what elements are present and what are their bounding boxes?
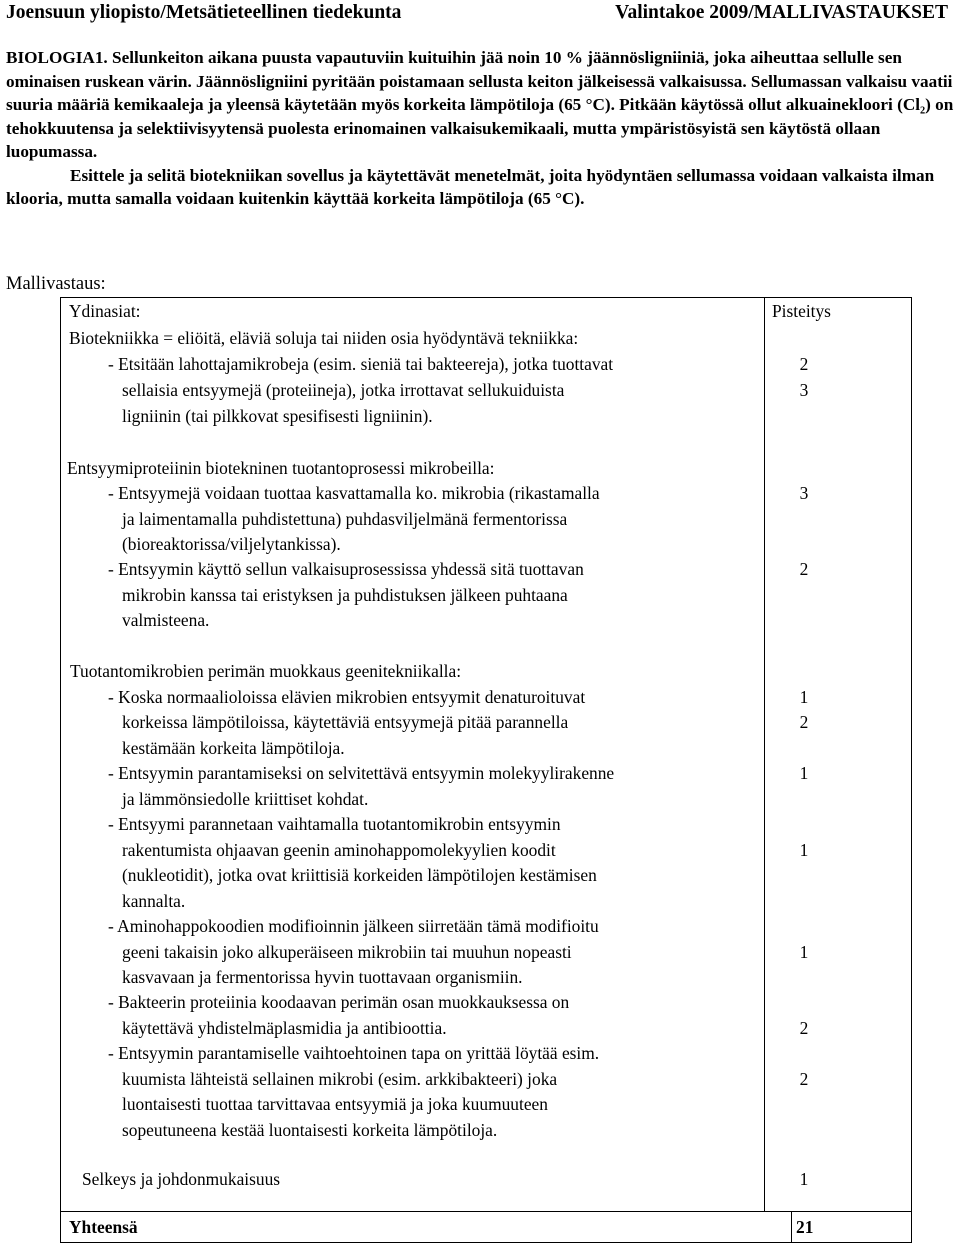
answer-line: kasvavaan ja fermentorissa hyvin tuottavaan organismiin. <box>122 967 523 987</box>
answer-line: ja laimentamalla puhdistettuna) puhdasviljelmänä fermentorissa <box>122 509 568 529</box>
answer-line: - Entsyymi parannetaan vaihtamalla tuotantomikrobin entsyymin <box>108 814 561 834</box>
answer-line: geeni takaisin joko alkuperäiseen mikrobiin tai muuhun nopeasti <box>122 942 572 962</box>
header-exam-title: Valintakoe 2009/MALLIVASTAUKSET <box>615 2 948 23</box>
question-intro: BIOLOGIA1. Sellunkeiton aikana puusta vapautuviin kuituihin jää noin 10 % jäännösligniiniä, joka aiheuttaa sellulle sen ominaisen ruskean värin. Jäännösligniini pyritään poistamaan sellusta keiton jälkeisessä valkaisussa. Sellumassan valkaisu vaatii suuria määriä kemikaaleja ja yleensä käytetään myös korkeita lämpötiloja (65 °C). Pitkään käytössä ollut alkuainekloori (Cl₂) on tehokkuutensa ja selektiivisyytensä puolesta erinomainen valkaisukemikaali, mutta ympäristösyistä sen käytöstä ollaan luopumassa. <box>6 48 954 161</box>
answer-line: kestämään korkeita lämpötiloja. <box>122 738 345 758</box>
points-value: 2 <box>799 1018 809 1038</box>
answer-line: valmisteena. <box>122 610 210 630</box>
column-header-points: Pisteitys <box>772 301 831 321</box>
points-value: 2 <box>799 354 809 374</box>
points-value: 1 <box>799 840 809 860</box>
header-institution: Joensuun yliopisto/Metsätieteellinen tiedekunta <box>6 2 402 23</box>
answer-line: Selkeys ja johdonmukaisuus <box>82 1169 281 1189</box>
answer-line: (nukleotidit), jotka ovat kriittisiä korkeiden lämpötilojen kestämisen <box>122 865 597 885</box>
points-value: 2 <box>799 559 809 579</box>
points-value: 1 <box>799 1169 809 1189</box>
answer-line: korkeissa lämpötiloissa, käytettäviä entsyymejä pitää parannella <box>122 712 569 732</box>
total-value: 21 <box>796 1217 814 1237</box>
answer-line: Biotekniikka = eliöitä, eläviä soluja tai niiden osia hyödyntävä tekniikka: <box>69 328 579 348</box>
answer-line: - Entsyymin parantamiseksi on selvitettävä entsyymin molekyylirakenne <box>108 763 615 783</box>
answer-table <box>60 297 912 1243</box>
answer-line: ja lämmönsiedolle kriittiset kohdat. <box>122 789 369 809</box>
answer-line: - Entsyymejä voidaan tuottaa kasvattamalla ko. mikrobia (rikastamalla <box>108 483 600 503</box>
points-value: 2 <box>799 712 809 732</box>
column-header-key-points: Ydinasiat: <box>69 301 141 321</box>
points-value: 3 <box>799 483 809 503</box>
answer-line: - Aminohappokoodien modifioinnin jälkeen siirretään tämä modifioitu <box>108 916 599 936</box>
answer-line: - Koska normaalioloissa elävien mikrobien entsyymit denaturoituvat <box>108 687 586 707</box>
points-value: 1 <box>799 687 809 707</box>
answer-line: luontaisesti tuottaa tarvittavaa entsyymiä ja joka kuumuuteen <box>122 1094 548 1114</box>
answer-line: käytettävä yhdistelmäplasmidia ja antibioottia. <box>122 1018 447 1038</box>
answer-line: kannalta. <box>122 891 186 911</box>
answer-line: rakentumista ohjaavan geenin aminohappomolekyylien koodit <box>122 840 556 860</box>
total-label: Yhteensä <box>69 1217 138 1237</box>
answer-line: - Bakteerin proteiinia koodaavan perimän osan muokkauksessa on <box>108 992 570 1012</box>
page-header <box>6 2 954 26</box>
column-divider <box>764 298 765 1212</box>
answer-line: - Entsyymin parantamiselle vaihtoehtoinen tapa on yrittää löytää esim. <box>108 1043 600 1063</box>
answer-line: sopeutuneena kestää luontaisesti korkeita lämpötiloja. <box>122 1120 498 1140</box>
points-value: 1 <box>799 763 809 783</box>
points-value: 1 <box>799 942 809 962</box>
answer-line: - Etsitään lahottajamikrobeja (esim. sieniä tai bakteereja), jotka tuottavat <box>108 354 614 374</box>
answer-line: Tuotantomikrobien perimän muokkaus geenitekniikalla: <box>70 661 462 681</box>
answer-line: Entsyymiproteiinin biotekninen tuotantoprosessi mikrobeilla: <box>67 458 495 478</box>
answer-line: kuumista lähteistä sellainen mikrobi (esim. arkkibakteeri) joka <box>122 1069 558 1089</box>
total-column-divider <box>791 1212 792 1242</box>
points-value: 3 <box>799 380 809 400</box>
model-answer-label: Mallivastaus: <box>6 274 106 294</box>
answer-line: sellaisia entsyymejä (proteiineja), jotka irrottavat sellukuiduista <box>122 380 565 400</box>
answer-line: ligniinin (tai pilkkovat spesifisesti ligniinin). <box>122 406 433 426</box>
answer-line: (bioreaktorissa/viljelytankissa). <box>122 534 341 554</box>
answer-line: - Entsyymin käyttö sellun valkaisuprosessissa yhdessä sitä tuottavan <box>108 559 584 579</box>
total-row-divider <box>61 1211 911 1212</box>
question-task: Esittele ja selitä biotekniikan sovellus ja käytettävät menetelmät, joita hyödyntäen sellumassa voidaan valkaista ilman klooria, mutta samalla voidaan kuitenkin käyttää korkeita lämpötiloja (65 °C). <box>6 165 935 208</box>
answer-line: mikrobin kanssa tai eristyksen ja puhdistuksen jälkeen puhtaana <box>122 585 568 605</box>
question-block <box>6 46 956 211</box>
points-value: 2 <box>799 1069 809 1089</box>
